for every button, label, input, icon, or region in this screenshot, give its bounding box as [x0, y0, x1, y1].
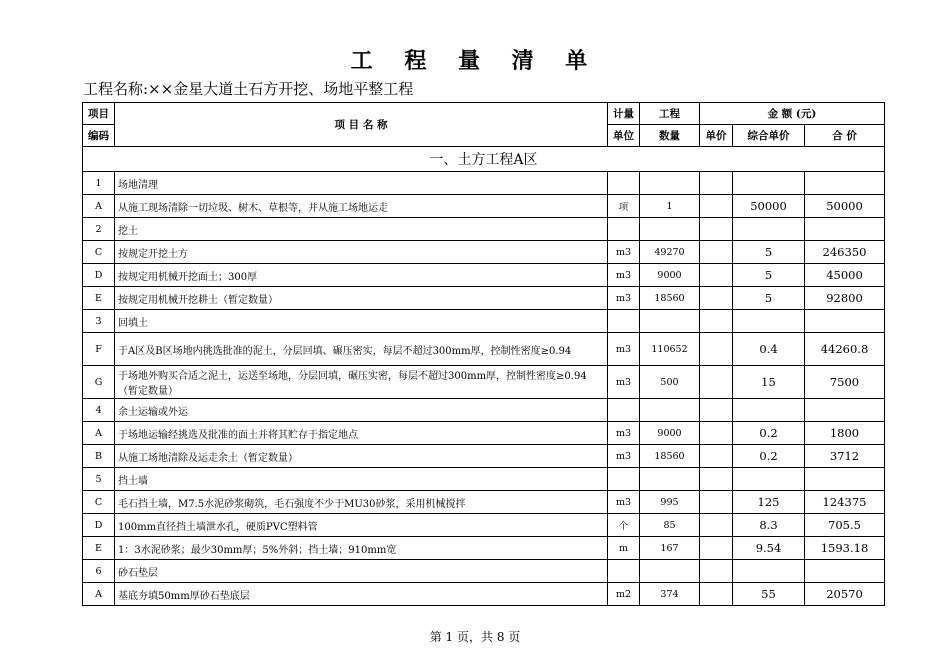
unit-price-cell: [700, 583, 733, 606]
unit-price-cell: [700, 366, 733, 399]
table-row: [83, 537, 885, 560]
composite-price-cell: 50000: [733, 195, 805, 218]
unit-price-cell: [700, 333, 733, 366]
total-cell: 705.5: [805, 514, 885, 537]
table-row: [83, 333, 885, 366]
total-cell: 1593.18: [805, 537, 885, 560]
item-code-cell: 3: [83, 310, 115, 333]
composite-price-cell: [733, 218, 805, 241]
unit-price-cell: [700, 560, 733, 583]
unit-cell: [608, 310, 640, 333]
quantity-cell: [640, 218, 700, 241]
item-name-cell: 于场地外购买合适之泥土，运送至场地，分层回填，碾压实密，每层不超过300mm厚，控制性密度≥0.94（暂定数量）: [115, 366, 608, 399]
header-quantity: 工程: [640, 103, 700, 125]
project-name: 工程名称:××金星大道土石方开挖、场地平整工程: [83, 80, 414, 98]
table-row: [83, 468, 885, 491]
unit-cell: [608, 468, 640, 491]
table-row: [83, 195, 885, 218]
item-name-cell: 基底夯填50mm厚砂石垫底层: [115, 583, 608, 606]
unit-cell: m3: [608, 491, 640, 514]
total-cell: 124375: [805, 491, 885, 514]
section-title: 一、土方工程A区: [83, 147, 885, 172]
composite-price-cell: [733, 310, 805, 333]
total-cell: [805, 560, 885, 583]
item-code-cell: 5: [83, 468, 115, 491]
unit-price-cell: [700, 537, 733, 560]
composite-price-cell: 0.2: [733, 422, 805, 445]
item-name-cell: 从施工现场清除一切垃圾、树木、草根等，并从施工场地运走: [115, 195, 608, 218]
composite-price-cell: 55: [733, 583, 805, 606]
section-row: [83, 147, 885, 172]
page-footer: 第 1 页，共 8 页: [429, 630, 521, 644]
unit-cell: [608, 218, 640, 241]
unit-price-cell: [700, 264, 733, 287]
item-name-cell: 从施工场地清除及运走余土（暂定数量）: [115, 445, 608, 468]
item-name-cell: 挖土: [115, 218, 608, 241]
quantity-cell: 18560: [640, 287, 700, 310]
table-row: [83, 583, 885, 606]
header-composite-price: 综合单价: [733, 125, 805, 147]
table-row: [83, 445, 885, 468]
item-code-cell: E: [83, 287, 115, 310]
unit-price-cell: [700, 445, 733, 468]
quantity-cell: 9000: [640, 422, 700, 445]
total-cell: [805, 310, 885, 333]
item-code-cell: A: [83, 583, 115, 606]
quantity-cell: [640, 468, 700, 491]
header-total: 合 价: [805, 125, 885, 147]
unit-cell: m3: [608, 366, 640, 399]
item-code-cell: A: [83, 195, 115, 218]
composite-price-cell: [733, 172, 805, 195]
composite-price-cell: [733, 399, 805, 422]
composite-price-cell: 5: [733, 241, 805, 264]
composite-price-cell: 5: [733, 287, 805, 310]
unit-cell: m3: [608, 241, 640, 264]
composite-price-cell: [733, 560, 805, 583]
unit-price-cell: [700, 422, 733, 445]
quantity-cell: 1: [640, 195, 700, 218]
item-name-cell: 场地清理: [115, 172, 608, 195]
unit-price-cell: [700, 195, 733, 218]
composite-price-cell: 0.2: [733, 445, 805, 468]
total-cell: 45000: [805, 264, 885, 287]
total-cell: [805, 218, 885, 241]
unit-price-cell: [700, 514, 733, 537]
total-cell: 44260.8: [805, 333, 885, 366]
composite-price-cell: 0.4: [733, 333, 805, 366]
composite-price-cell: 125: [733, 491, 805, 514]
unit-cell: 项: [608, 195, 640, 218]
item-code-cell: G: [83, 366, 115, 399]
table-row: [83, 514, 885, 537]
unit-price-cell: [700, 468, 733, 491]
item-name-cell: 按规定用机械开挖耕土（暂定数量）: [115, 287, 608, 310]
unit-cell: m3: [608, 422, 640, 445]
unit-cell: m3: [608, 333, 640, 366]
page-title: 工 程 量 清 单: [350, 48, 600, 74]
item-name-cell: 余土运输或外运: [115, 399, 608, 422]
quantity-cell: 167: [640, 537, 700, 560]
table-row: [83, 366, 885, 399]
item-code-cell: 4: [83, 399, 115, 422]
quantity-cell: 9000: [640, 264, 700, 287]
unit-cell: [608, 172, 640, 195]
quantity-cell: 18560: [640, 445, 700, 468]
total-cell: [805, 399, 885, 422]
item-name-cell: 按规定开挖土方: [115, 241, 608, 264]
item-code-cell: 6: [83, 560, 115, 583]
quantity-cell: [640, 310, 700, 333]
quantity-cell: 374: [640, 583, 700, 606]
item-name-cell: 1：3水泥砂浆；最少30mm厚；5%外斜；挡土墙；910mm宽: [115, 537, 608, 560]
total-cell: 7500: [805, 366, 885, 399]
table-row: [83, 399, 885, 422]
item-name-cell: 按规定用机械开挖面土；300厚: [115, 264, 608, 287]
unit-cell: m3: [608, 264, 640, 287]
header-unit-2: 单位: [608, 125, 640, 147]
quantity-cell: [640, 399, 700, 422]
table-row: [83, 218, 885, 241]
item-code-cell: E: [83, 537, 115, 560]
unit-price-cell: [700, 172, 733, 195]
quantity-cell: 49270: [640, 241, 700, 264]
unit-price-cell: [700, 491, 733, 514]
unit-cell: m: [608, 537, 640, 560]
total-cell: 50000: [805, 195, 885, 218]
quantity-cell: 110652: [640, 333, 700, 366]
unit-price-cell: [700, 218, 733, 241]
table-row: [83, 422, 885, 445]
item-code-cell: D: [83, 514, 115, 537]
unit-price-cell: [700, 399, 733, 422]
item-code-cell: D: [83, 264, 115, 287]
table-row: [83, 287, 885, 310]
composite-price-cell: 15: [733, 366, 805, 399]
item-name-cell: 于A区及B区场地内挑选批准的泥土，分层回填、碾压密实，每层不超过300mm厚，控制性密度≥0.94: [115, 333, 608, 366]
quantity-cell: 995: [640, 491, 700, 514]
item-code-cell: C: [83, 241, 115, 264]
table-row: [83, 172, 885, 195]
unit-cell: m3: [608, 287, 640, 310]
total-cell: 246350: [805, 241, 885, 264]
item-code-cell: 2: [83, 218, 115, 241]
bill-of-quantities-table: [82, 102, 885, 606]
unit-price-cell: [700, 241, 733, 264]
table-row: [83, 491, 885, 514]
unit-price-cell: [700, 287, 733, 310]
item-name-cell: 回填土: [115, 310, 608, 333]
quantity-cell: 85: [640, 514, 700, 537]
header-item-code: 项目: [83, 103, 115, 125]
item-name-cell: 挡土墙: [115, 468, 608, 491]
unit-cell: 个: [608, 514, 640, 537]
unit-cell: m3: [608, 445, 640, 468]
total-cell: 3712: [805, 445, 885, 468]
header-unit: 计量: [608, 103, 640, 125]
header-quantity-2: 数量: [640, 125, 700, 147]
quantity-cell: [640, 560, 700, 583]
unit-cell: [608, 399, 640, 422]
item-name-cell: 100mm直径挡土墙泄水孔，硬质PVC塑料管: [115, 514, 608, 537]
header-row-1: [83, 103, 885, 125]
unit-cell: m2: [608, 583, 640, 606]
item-code-cell: B: [83, 445, 115, 468]
composite-price-cell: 9.54: [733, 537, 805, 560]
table-row: [83, 310, 885, 333]
unit-price-cell: [700, 310, 733, 333]
item-name-cell: 毛石挡土墙，M7.5水泥砂浆砌筑，毛石强度不少于MU30砂浆，采用机械搅拌: [115, 491, 608, 514]
item-code-cell: 1: [83, 172, 115, 195]
composite-price-cell: 5: [733, 264, 805, 287]
composite-price-cell: [733, 468, 805, 491]
header-unit-price: 单价: [700, 125, 733, 147]
header-amount: 金 额 (元): [700, 103, 885, 125]
item-code-cell: A: [83, 422, 115, 445]
quantity-cell: [640, 172, 700, 195]
header-item-code-2: 编码: [83, 125, 115, 147]
total-cell: [805, 172, 885, 195]
quantity-cell: 500: [640, 366, 700, 399]
item-name-cell: 砂石垫层: [115, 560, 608, 583]
table-row: [83, 241, 885, 264]
total-cell: 92800: [805, 287, 885, 310]
item-code-cell: C: [83, 491, 115, 514]
composite-price-cell: 8.3: [733, 514, 805, 537]
table-row: [83, 264, 885, 287]
total-cell: [805, 468, 885, 491]
table-row: [83, 560, 885, 583]
header-item-name: 项 目 名 称: [115, 103, 608, 147]
item-name-cell: 于场地运输经挑选及批准的面土并将其贮存于指定地点: [115, 422, 608, 445]
unit-cell: [608, 560, 640, 583]
total-cell: 20570: [805, 583, 885, 606]
item-code-cell: F: [83, 333, 115, 366]
total-cell: 1800: [805, 422, 885, 445]
